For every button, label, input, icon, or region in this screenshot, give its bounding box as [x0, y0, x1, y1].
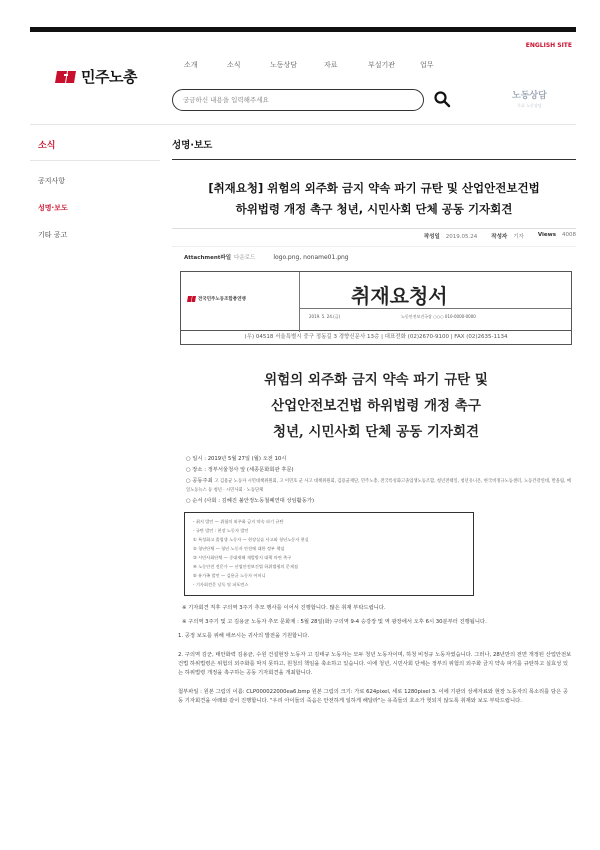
attachment-row [184, 253, 349, 261]
search-input[interactable] [172, 89, 424, 111]
document-header [180, 271, 572, 331]
sidebar-item-statements[interactable]: 성명·보도 [38, 204, 68, 212]
document-date: 2019. 5. 24.(금) [309, 314, 341, 319]
search-icon[interactable] [433, 90, 451, 108]
nav-item-work[interactable]: 업무 [420, 61, 434, 69]
body-paragraph-3: 첨부파일 : 원본 그림의 이름: CLP000022000ea6.bmp 원본 그림의 크기: 가로 624pixel, 세로 1280pixel 3. 이에 기관의 상세자료와 현장 노동자의 목소리를 담은 공동 기자회견을 아래와 같이 진행합니다. "우리 아이들의 죽음은 안전하게 일하게 해달라"는 유족들의 호소가 헛되지 않도록 취재와 보도 부탁드립니다. [178, 689, 568, 704]
english-site-link[interactable]: ENGLISH SITE [525, 42, 572, 49]
document-contact: 노동안전보건국장 ○○○ 010-0000-0000 [401, 314, 476, 319]
document-org-name: 전국민주노동조합총연맹 [198, 297, 246, 302]
schedule-line: ③ 시민사회단체 — 중대재해 재발방지 대책 마련 촉구 [193, 555, 292, 560]
top-black-bar [30, 27, 576, 32]
download-link[interactable]: 다운로드 [234, 255, 256, 261]
info-item-organizers [186, 477, 572, 495]
main-nav [184, 60, 460, 70]
document-big-title: 취재요청서 [351, 284, 448, 308]
nav-item-counsel[interactable]: 노동상담 [270, 61, 298, 69]
logo-text: 민주노총 [81, 68, 137, 86]
org-logo-icon [187, 296, 196, 302]
organizers-body: 고 김용균 노동자 시민대책위원회, 고 이민호 군 사고 대책위원회, 김용균재단, 민주노총, 전국특성화고졸업생노동조합, 청년전태일, 청년유니온, 한국비정규노동센터, 노동건강연대, 반올림, 매일노동뉴스 등 청년 · 시민사회 · 노동단체 [186, 479, 571, 493]
body-paragraph-2: 2. 구의역 김군, 태안화력 김용균, 수원 건설현장 노동자 고 김태규 노동자는 모두 청년 노동자이며, 하청 비정규 노동자였습니다. 그러나, 28년만의 전면 개정된 산업안전보건법 하위법령은 위험의 외주화를 막지 못하고, 원청의 책임을 축소하고 있습니다. 이에 청년, 시민사회 단체는 정부의 위험의 외주화 금지 약속 파기를 규탄하고 실효성 있는 하위법령 개정을 촉구하는 공동 기자회견을 개최합니다. [178, 652, 572, 676]
page-title-divider [172, 159, 576, 160]
sidebar-divider [30, 160, 160, 161]
post-meta [424, 232, 576, 240]
info-item-order: ○ 순서 (사회 : 김혜진 불안정노동철폐연대 상임활동가) [186, 498, 315, 504]
sidebar-item-other-notices[interactable]: 기타 공고 [38, 231, 68, 239]
document-header-vline [299, 272, 300, 332]
labor-counsel-link[interactable] [512, 88, 547, 109]
document-title [180, 367, 572, 445]
schedule-box [184, 512, 474, 596]
attachment-divider [172, 246, 576, 247]
schedule-line: ② 청년단체 — 청년 노동자 안전에 대한 정부 책임 [193, 546, 285, 551]
kctu-logo-icon [55, 68, 77, 86]
counsel-subtitle: 무료 노동상담 [517, 103, 542, 108]
document-info-list [180, 455, 572, 506]
site-logo[interactable] [55, 66, 137, 87]
organizers-heading: ○ 공동주최 [186, 478, 213, 484]
note-1: ※ 기자회견 직후 구의역 3주기 추모 행사를 이어서 진행합니다. 많은 취재 부탁드립니다. [182, 605, 386, 611]
schedule-line: ④ 노동안전 전문가 — 산업안전보건법 하위법령의 문제점 [193, 564, 298, 569]
post-title [172, 178, 576, 220]
schedule-line: ① 특성화고 졸업생 노동자 — 현장실습 사고와 청년노동자 현실 [193, 537, 309, 542]
body-paragraph-1: 1. 공정 보도를 위해 애쓰시는 귀사의 발전을 기원합니다. [178, 633, 310, 639]
counsel-title: 노동상담 [512, 91, 547, 101]
document-title-line-2: 산업안전보건법 하위법령 개정 촉구 [271, 398, 481, 414]
schedule-line: ⑤ 유가족 발언 — 김용균 노동자 어머니 [193, 573, 266, 578]
info-item-datetime: ○ 일시 : 2019년 5월 27일 (월) 오전 10시 [186, 456, 287, 462]
sidebar-title: 소식 [38, 141, 56, 151]
sidebar-item-notice[interactable]: 공지사항 [38, 177, 66, 185]
nav-item-news[interactable]: 소식 [227, 61, 241, 69]
nav-item-about[interactable]: 소개 [184, 61, 198, 69]
schedule-line: - 규탄 발언 : 현장 노동자 발언 [193, 528, 249, 533]
nav-item-affiliates[interactable]: 부설기관 [368, 61, 396, 69]
post-author: 작성자 기자 [491, 234, 524, 240]
attachment-label: Attachment파일 [184, 255, 232, 261]
meta-divider [172, 228, 576, 229]
press-release-document [180, 271, 572, 632]
document-title-line-3: 청년, 시민사회 단체 공동 기자회견 [272, 424, 480, 440]
post-date: 작성일 2019.05.24 [423, 234, 478, 240]
note-2: ※ 구의역 3주기 및 고 김용균 노동자 추모 문화제 : 5월 28일(화) 구의역 9-4 승강장 및 역 광장에서 오후 6시 30분부터 진행됩니다. [182, 619, 487, 625]
document-address: (우) 04518 서울특별시 중구 정동길 3 경향신문사 13층 | 대표전화 (02)2670-9100 | FAX (02)2635-1134 [180, 331, 572, 345]
nav-item-materials[interactable]: 자료 [324, 61, 338, 69]
document-title-line-1: 위험의 외주화 금지 약속 파기 규탄 및 [264, 372, 488, 388]
page-title: 성명·보도 [172, 140, 213, 151]
schedule-line: - 취지 발언 — 위험의 외주화 금지 약속 파기 규탄 [193, 519, 284, 524]
document-org-logo [187, 296, 246, 302]
attachment-files[interactable]: logo.png, noname01.png [273, 253, 349, 261]
post-title-line-2: 하위법령 개정 촉구 청년, 시민사회 단체 공동 기자회견 [235, 202, 513, 216]
post-title-line-1: [취재요청] 위험의 외주화 금지 약속 파기 규탄 및 산업안전보건법 [208, 181, 540, 195]
document-notes [180, 604, 572, 627]
post-body [178, 632, 572, 716]
post-views: Views 4008 [537, 232, 576, 238]
info-item-place: ○ 장소 : 정부서울청사 앞 (세종문화회관 후문) [186, 467, 294, 473]
schedule-line: - 기자회견문 낭독 및 퍼포먼스 [193, 582, 249, 587]
header-divider [30, 124, 576, 125]
